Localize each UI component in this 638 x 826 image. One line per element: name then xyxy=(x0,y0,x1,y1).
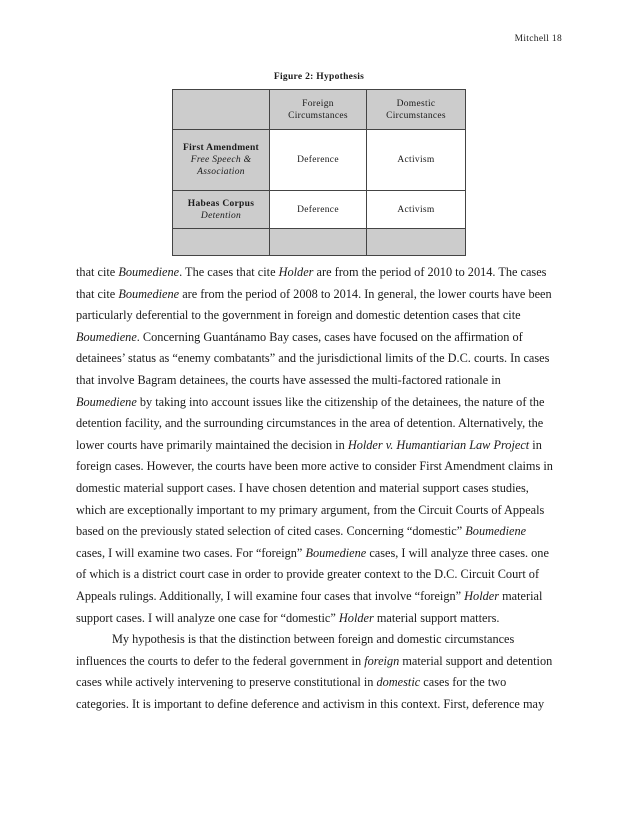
text-span: cases, I will examine two cases. For “foreign” xyxy=(76,545,306,560)
table-header-row xyxy=(173,90,466,130)
text-span: . The cases that cite xyxy=(179,265,279,279)
row-header-first-amendment xyxy=(173,130,270,191)
text-line xyxy=(76,348,566,370)
text-span: are from the period of 2010 to 2014. The cases xyxy=(313,265,547,279)
text-line xyxy=(76,284,566,306)
table-cell xyxy=(270,229,367,256)
text-span: influences the courts to defer to the federal government in xyxy=(76,653,365,668)
text-span: detainees’ status as “enemy combatants” and the jurisdictional limits of the D.C. courts. In cases xyxy=(76,351,550,366)
text-line xyxy=(76,694,566,716)
table-cell: Activism xyxy=(367,130,466,191)
text-line xyxy=(76,435,566,457)
table-cell xyxy=(173,229,270,256)
table-corner-cell xyxy=(173,90,270,130)
table-row xyxy=(173,191,466,229)
text-span: that cite xyxy=(76,265,119,279)
italic-text: Holder xyxy=(464,588,500,603)
italic-text: Boumediene xyxy=(76,329,137,344)
text-span: categories. It is important to define deference and activism in this context. First, deference may xyxy=(76,696,545,711)
text-line xyxy=(76,392,566,414)
text-line xyxy=(76,608,566,630)
text-line xyxy=(76,413,566,435)
text-span: based on the previously stated selection of cited cases. Concerning “domestic” xyxy=(76,524,466,539)
text-line xyxy=(76,543,566,565)
text-line xyxy=(76,305,566,327)
hypothesis-table xyxy=(172,89,466,256)
row-sublabel: Detention xyxy=(200,210,242,221)
text-line xyxy=(76,651,566,673)
col-header-domestic: Domestic Circumstances xyxy=(367,90,466,130)
text-span: that involve Bagram detainees, the courts have assessed the multi-factored rationale in xyxy=(76,372,501,387)
text-span: are from the period of 2008 to 2014. In general, the lower courts have been xyxy=(179,286,552,301)
text-span: material support and detention xyxy=(399,653,553,668)
text-span: lower courts have primarily maintained the decision in xyxy=(76,437,348,452)
text-line xyxy=(76,327,566,349)
text-span: by taking into account issues like the citizenship of the detainees, the nature of the xyxy=(136,394,545,409)
italic-text: Holder xyxy=(278,265,314,279)
text-line xyxy=(76,262,566,284)
text-line xyxy=(76,586,566,608)
italic-text: domestic xyxy=(376,675,421,690)
table-cell xyxy=(367,229,466,256)
table-cell: Activism xyxy=(367,191,466,229)
text-line xyxy=(76,478,566,500)
text-span: particularly deferential to the government in foreign and domestic detention cases that cite xyxy=(76,308,521,323)
text-line xyxy=(76,500,566,522)
text-line xyxy=(76,521,566,543)
table-footer-row xyxy=(173,229,466,256)
row-header-habeas-corpus xyxy=(173,191,270,229)
text-span: detention facility, and the surrounding circumstances in the area of detention. Alternatively, the xyxy=(76,416,544,431)
text-span: foreign cases. However, the courts have been more active to consider First Amendment claims in xyxy=(76,459,553,474)
running-head: Mitchell 18 xyxy=(514,34,562,44)
col-header-foreign: Foreign Circumstances xyxy=(270,90,367,130)
table-cell: Deference xyxy=(270,130,367,191)
italic-text: Holder xyxy=(338,610,374,625)
row-label: Habeas Corpus xyxy=(187,198,255,209)
text-span: . Concerning Guantánamo Bay cases, cases have focused on the affirmation of xyxy=(136,329,523,344)
text-span: Appeals rulings. Additionally, I will examine four cases that involve “foreign” xyxy=(76,588,465,603)
italic-text: Boumediene xyxy=(76,394,137,409)
text-span: cases, I will analyze three cases. one xyxy=(366,545,549,560)
figure-title: Figure 2: Hypothesis xyxy=(273,72,365,82)
text-span: domestic material support cases. I have chosen detention and material support cases studies, xyxy=(76,480,529,495)
text-line xyxy=(76,456,566,478)
text-line xyxy=(76,629,566,651)
text-span: of which is a district court case in order to provide greater context to the D.C. Circuit Court of xyxy=(76,567,540,582)
row-label: First Amendment xyxy=(182,143,259,153)
text-span: in xyxy=(529,437,542,452)
text-span: support cases. I will analyze one case for “domestic” xyxy=(76,610,339,625)
text-span: which are exceptionally important to my primary argument, from the Circuit Courts of Appeals xyxy=(76,502,545,517)
text-line xyxy=(76,672,566,694)
italic-text: Boumediene xyxy=(465,524,527,539)
text-span: material xyxy=(499,588,543,603)
italic-text: Holder v. Humantiarian Law Project xyxy=(347,437,530,452)
body-text xyxy=(76,262,566,715)
row-sublabel: Free Speech & Association xyxy=(190,155,252,177)
text-span: material support matters. xyxy=(373,610,500,625)
italic-text: Boumediene xyxy=(118,265,180,279)
text-span: cases while actively intervening to preserve constitutional in xyxy=(76,675,377,690)
italic-text: Boumediene xyxy=(305,545,367,560)
text-span: My hypothesis is that the distinction between foreign and domestic circumstances xyxy=(112,632,515,647)
text-line xyxy=(76,564,566,586)
table-cell: Deference xyxy=(270,191,367,229)
text-span: that cite xyxy=(76,286,119,301)
italic-text: Boumediene xyxy=(118,286,180,301)
text-span: cases for the two xyxy=(420,675,507,690)
table-row xyxy=(173,130,466,191)
italic-text: foreign xyxy=(364,653,400,668)
text-line xyxy=(76,370,566,392)
